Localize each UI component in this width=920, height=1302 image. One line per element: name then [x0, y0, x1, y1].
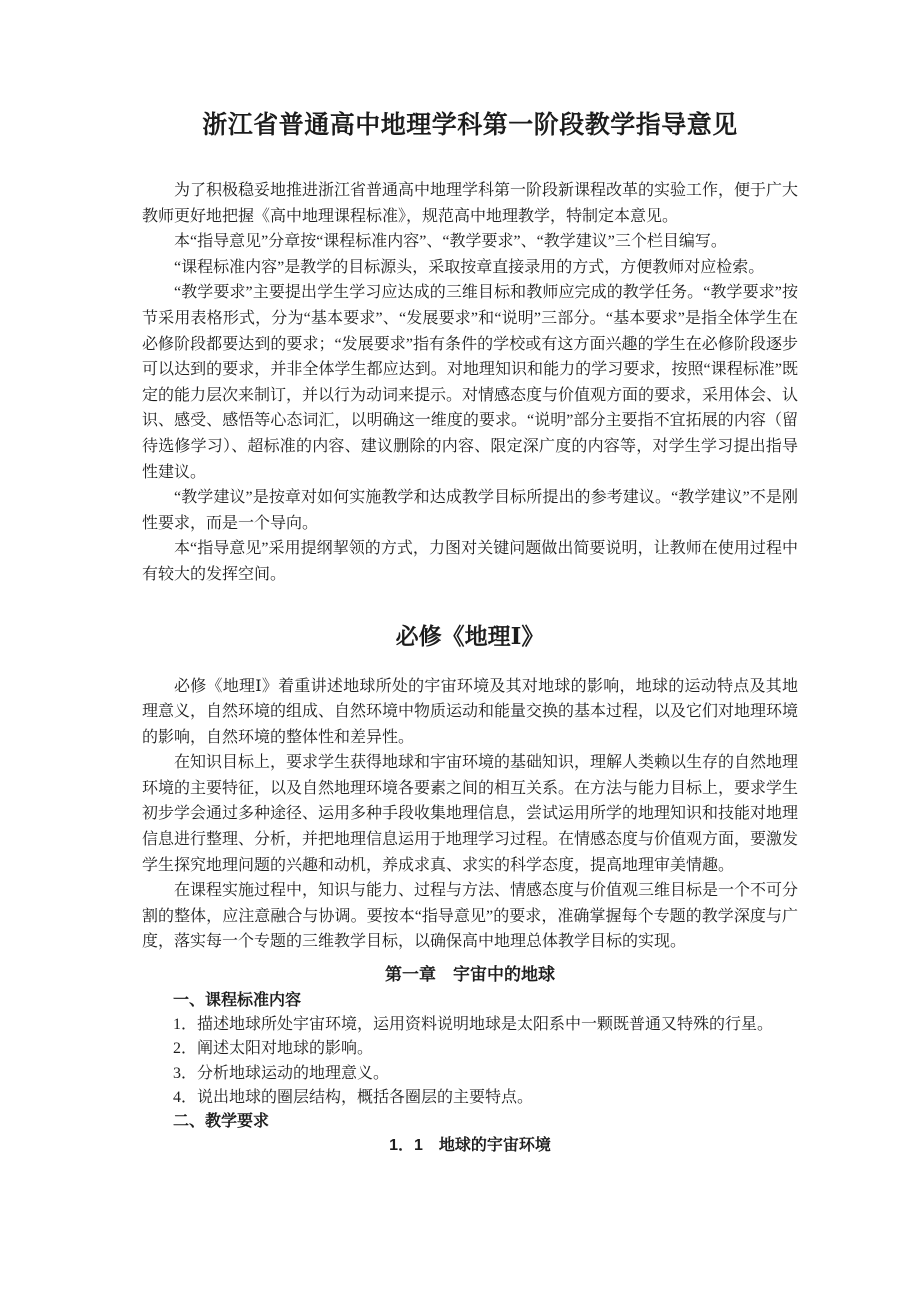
intro-paragraph: 本“指导意见”采用提纲挈领的方式，力图对关键问题做出简要说明，让教师在使用过程中有较大的发挥空间。 [142, 540, 798, 583]
requirements-heading: 二、教学要求 [173, 1113, 270, 1131]
part-paragraph: 在课程实施过程中，知识与能力、过程与方法、情感态度与价值观三维目标是一个不可分割的整体，应注意融合与协调。要按本“指导意见”的要求，准确掌握每个专题的教学深度与广度，落实每一个专题的三维教学目标，以确保高中地理总体教学目标的实现。 [142, 882, 799, 951]
standard-item: 2．阐述太阳对地球的影响。 [173, 1040, 374, 1058]
standard-item: 1．描述地球所处宇宙环境，运用资料说明地球是太阳系中一颗既普通又特殊的行星。 [173, 1016, 774, 1034]
intro-paragraph: 本“指导意见”分章按“课程标准内容”、“教学要求”、“教学建议”三个栏目编写。 [174, 233, 727, 251]
standard-item: 3．分析地球运动的地理意义。 [173, 1064, 390, 1082]
document-title: 浙江省普通高中地理学科第一阶段教学指导意见 [202, 112, 738, 139]
intro-paragraph: “教学要求”主要提出学生学习应达成的三维目标和教师应完成的教学任务。“教学要求”按节采用表格形式，分为“基本要求”、“发展要求”和“说明”三部分。“基本要求”是指全体学生在必修阶段都要达到的要求；“发展要求”指有条件的学校或有这方面兴趣的学生在必修阶段逐步可以达到的要求，并非全体学生都应达到。对地理知识和能力的学习要求，按照“课程标准”既定的能力层次来制订，并以行为动词来提示。对情感态度与价值观方面的要求，采用体会、认识、感受、感悟等心态词汇，以明确这一维度的要求。“说明”部分主要指不宜拓展的内容（留待选修学习）、超标准的内容、建议删除的内容、限定深广度的内容等，对学生学习提出指导性建议。 [142, 284, 799, 481]
intro-paragraph: “教学建议”是按章对如何实施教学和达成教学目标所提出的参考建议。“教学建议”不是刚性要求，而是一个导向。 [142, 489, 798, 532]
chapter-outline [142, 989, 798, 1158]
standard-item: 4．说出地球的圈层结构，概括各圈层的主要特点。 [173, 1088, 534, 1106]
part-section [142, 674, 798, 956]
part-paragraph: 必修《地理Ⅰ》着重讲述地球所处的宇宙环境及其对地球的影响，地球的运动特点及其地理意义，自然环境的组成、自然环境中物质运动和能量交换的基本过程，以及它们对地理环境的影响，自然环境的整体性和差异性。 [142, 677, 799, 746]
chapter-heading: 第一章 宇宙中的地球 [385, 965, 555, 985]
intro-paragraph: 为了积极稳妥地推进浙江省普通高中地理学科第一阶段新课程改革的实验工作，便于广大教师更好地把握《高中地理课程标准》，规范高中地理教学，特制定本意见。 [142, 182, 799, 225]
part-heading: 必修《地理Ⅰ》 [395, 623, 545, 649]
intro-section [142, 178, 798, 588]
section-heading: 1．1 地球的宇宙环境 [389, 1137, 551, 1155]
intro-paragraph: “课程标准内容”是教学的目标源头，采取按章直接录用的方式，方便教师对应检索。 [174, 258, 765, 276]
part-paragraph: 在知识目标上，要求学生获得地球和宇宙环境的基础知识，理解人类赖以生存的自然地理环境的主要特征，以及自然地理环境各要素之间的相互关系。在方法与能力目标上，要求学生初步学会通过多种途径、运用多种手段收集地理信息，尝试运用所学的地理知识和技能对地理信息进行整理、分析，并把地理信息运用于地理学习过程。在情感态度与价值观方面，要激发学生探究地理问题的兴趣和动机，养成求真、求实的科学态度，提高地理审美情趣。 [142, 754, 799, 874]
standards-heading: 一、课程标准内容 [173, 992, 302, 1010]
